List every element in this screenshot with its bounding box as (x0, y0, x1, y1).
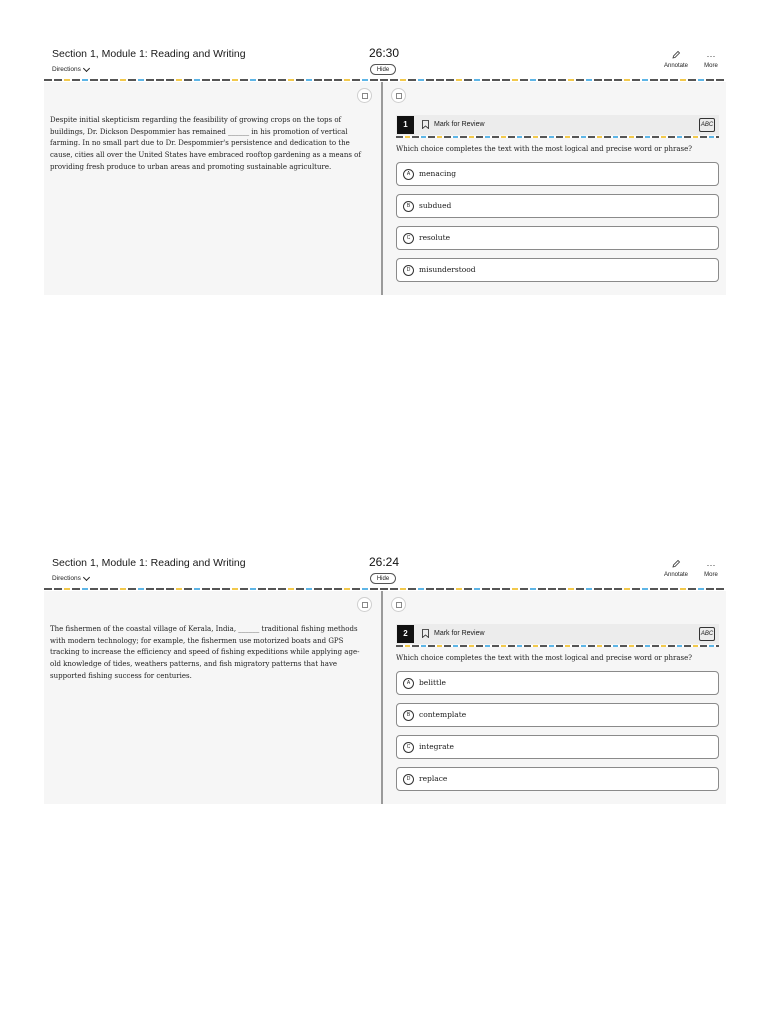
chevron-down-icon (83, 574, 90, 581)
choice-text: menacing (419, 169, 457, 178)
bookmark-icon[interactable] (422, 629, 429, 638)
abc-strike-icon[interactable]: ABC (699, 627, 715, 641)
choice-letter: A (403, 169, 414, 180)
collapse-icon (396, 602, 402, 608)
collapse-question-button[interactable] (391, 597, 406, 612)
test-screen-question-2 (44, 551, 726, 804)
passage-text: The fishermen of the coastal village of Kerala, India, ______ traditional fishing methods with modern technology; for example, the fishermen use motorized boats and GPS tracking to increase the efficiency and speed of fishing expeditions while applying age-old knowledge of tides, weathers patterns, and fish migratory patterns that have supported fishing success for centuries. (50, 625, 360, 680)
directions-label: Directions (52, 66, 81, 73)
directions-label: Directions (52, 575, 81, 582)
question-divider (396, 645, 719, 647)
test-header (44, 551, 726, 587)
expand-icon (362, 602, 368, 608)
question-prompt: Which choice completes the text with the most logical and precise word or phrase? (396, 654, 692, 662)
answer-choice-c[interactable] (396, 735, 719, 759)
question-header (396, 624, 719, 644)
mark-for-review-button[interactable]: Mark for Review (434, 630, 485, 637)
timer: 26:24 (368, 555, 400, 569)
question-number: 1 (397, 116, 414, 134)
hide-timer-button[interactable]: Hide (370, 573, 396, 584)
annotate-label: Annotate (663, 572, 689, 578)
answer-choice-b[interactable] (396, 703, 719, 727)
more-button[interactable] (695, 50, 726, 69)
annotate-button[interactable] (660, 559, 692, 578)
choice-letter: D (403, 774, 414, 785)
directions-toggle[interactable] (52, 66, 89, 73)
choice-letter: A (403, 678, 414, 689)
pane-divider[interactable] (381, 82, 383, 295)
test-header (44, 42, 726, 78)
pencil-icon (660, 559, 692, 571)
question-prompt: Which choice completes the text with the most logical and precise word or phrase? (396, 145, 692, 153)
abc-strike-icon[interactable]: ABC (699, 118, 715, 132)
answer-choice-a[interactable] (396, 671, 719, 695)
choice-text: belittle (419, 678, 446, 687)
mark-for-review-button[interactable]: Mark for Review (434, 121, 485, 128)
collapse-question-button[interactable] (391, 88, 406, 103)
section-title: Section 1, Module 1: Reading and Writing (52, 48, 246, 60)
header-divider (44, 79, 726, 81)
passage-text: Despite initial skepticism regarding the feasibility of growing crops on the tops of buildings, Dr. Dickson Despommier has remained ______ in his promotion of vertical farming. In no small part due to Dr. Despommier's persistence and dedication to the cause, cities all over the United States have embraced rooftop gardening as a means of providing fresh produce to urban areas and promoting sustainable agriculture. (50, 116, 361, 171)
answer-choice-d[interactable] (396, 258, 719, 282)
header-divider (44, 588, 726, 590)
choice-text: subdued (419, 201, 452, 210)
timer: 26:30 (368, 46, 400, 60)
more-dots-icon: ··· (706, 51, 716, 61)
annotate-button[interactable] (660, 50, 692, 69)
question-header (396, 115, 719, 135)
choice-text: integrate (419, 742, 454, 751)
more-dots-icon: ··· (706, 560, 716, 570)
question-number: 2 (397, 625, 414, 643)
collapse-icon (396, 93, 402, 99)
choice-letter: B (403, 710, 414, 721)
choice-letter: B (403, 201, 414, 212)
choice-text: resolute (419, 233, 451, 242)
more-button[interactable] (695, 559, 726, 578)
section-title: Section 1, Module 1: Reading and Writing (52, 557, 246, 569)
choice-text: replace (419, 774, 448, 783)
choice-letter: D (403, 265, 414, 276)
more-label: More (704, 572, 718, 578)
answer-choice-c[interactable] (396, 226, 719, 250)
hide-timer-button[interactable]: Hide (370, 64, 396, 75)
choice-text: contemplate (419, 710, 467, 719)
annotate-label: Annotate (663, 63, 689, 69)
more-label: More (704, 63, 718, 69)
question-divider (396, 136, 719, 138)
test-screen-question-1 (44, 42, 726, 295)
answer-choice-b[interactable] (396, 194, 719, 218)
bookmark-icon[interactable] (422, 120, 429, 129)
expand-icon (362, 93, 368, 99)
answer-choice-d[interactable] (396, 767, 719, 791)
choice-text: misunderstood (419, 265, 476, 274)
directions-toggle[interactable] (52, 575, 89, 582)
answer-choice-a[interactable] (396, 162, 719, 186)
expand-passage-button[interactable] (357, 597, 372, 612)
expand-passage-button[interactable] (357, 88, 372, 103)
pane-divider[interactable] (381, 591, 383, 804)
choice-letter: C (403, 233, 414, 244)
pencil-icon (660, 50, 692, 62)
choice-letter: C (403, 742, 414, 753)
chevron-down-icon (83, 65, 90, 72)
